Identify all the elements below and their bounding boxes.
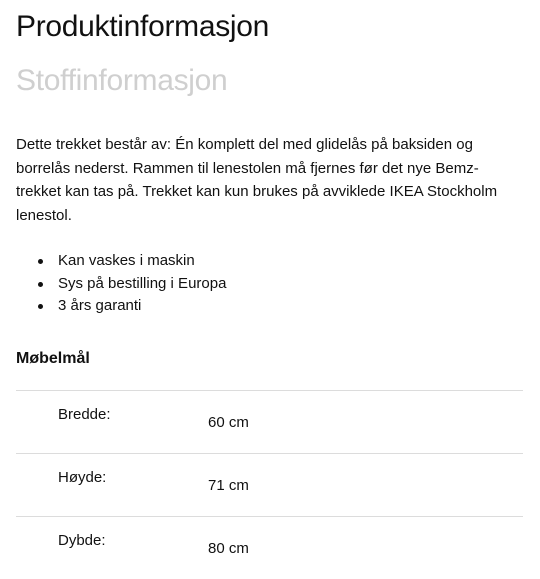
dimensions-heading: Møbelmål	[16, 350, 90, 367]
feature-item	[16, 250, 226, 273]
product-description: Dette trekket består av: Én komplett del med glidelås på baksiden og borrelås nederst. Rammen til lenestolen må fjernes før det nye Bemz-trekket kan tas på. Trekket kan kun brukes på avviklede IKEA Stockholm lenestol.	[16, 136, 498, 224]
bullet-icon	[38, 304, 43, 309]
feature-text: Sys på bestilling i Europa	[58, 274, 227, 292]
feature-item	[16, 273, 226, 296]
dimension-label: Bredde:	[58, 406, 111, 423]
dimension-value: 60 cm	[208, 414, 249, 431]
feature-text: 3 års garanti	[58, 297, 142, 314]
bullet-icon	[38, 259, 43, 264]
dimension-label: Høyde:	[58, 469, 107, 486]
dimension-row-width	[16, 390, 523, 453]
dimension-label: Dybde:	[58, 532, 106, 549]
dimension-value: 80 cm	[208, 540, 249, 557]
dimension-value: 71 cm	[208, 477, 249, 494]
feature-list	[16, 250, 226, 318]
dimensions-table	[16, 390, 523, 579]
dimension-row-depth	[16, 516, 523, 579]
dimension-row-height	[16, 453, 523, 516]
page-title: Produktinformasjon	[16, 10, 270, 43]
feature-item	[16, 295, 226, 318]
feature-text: Kan vaskes i maskin	[58, 252, 195, 269]
tab-fabric-information[interactable]: Stoffinformasjon	[16, 64, 228, 97]
bullet-icon	[38, 282, 43, 287]
